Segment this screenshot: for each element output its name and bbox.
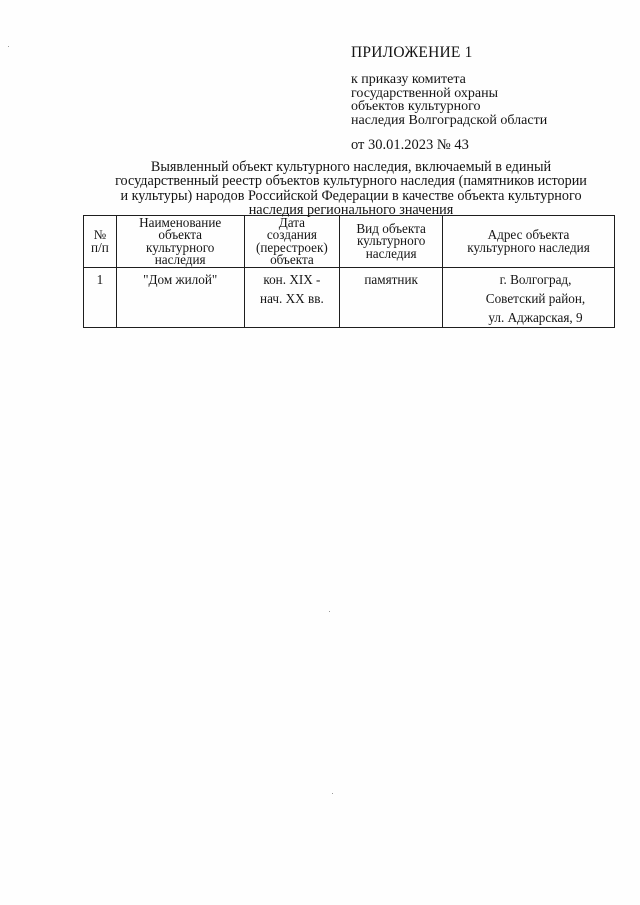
cell-address xyxy=(443,268,615,328)
header-text: Вид объекта xyxy=(356,220,426,236)
column-header-type xyxy=(340,216,443,268)
table-header-row xyxy=(84,216,615,268)
heading-line: государственный реестр объектов культурного наследия (памятников истории xyxy=(115,173,587,190)
heritage-table xyxy=(83,215,615,328)
header-text: наследия xyxy=(365,245,417,261)
header-text: объекта xyxy=(270,251,314,267)
cell-text: г. Волгоград, xyxy=(499,272,572,287)
column-header-address xyxy=(443,216,615,268)
header-text: Наименование xyxy=(139,214,222,230)
column-header-number xyxy=(84,216,117,268)
heading-line: Выявленный объект культурного наследия, включаемый в единый xyxy=(150,159,552,175)
header-text: объекта xyxy=(158,227,203,243)
column-header-name xyxy=(116,216,244,268)
cell-name: "Дом жилой" xyxy=(116,268,244,328)
order-line: государственной охраны xyxy=(351,85,499,101)
header-text: (перестроек) xyxy=(255,239,328,255)
header-text: создания xyxy=(266,227,317,243)
cell-date xyxy=(244,268,340,328)
header-text: № xyxy=(93,227,107,243)
cell-text: кон. XIX - xyxy=(263,272,321,287)
header-text: культурного наследия xyxy=(467,239,590,255)
cell-type: памятник xyxy=(340,268,443,328)
scan-speck xyxy=(8,46,9,47)
order-date: от 30.01.2023 № 43 xyxy=(351,137,469,153)
column-header-date xyxy=(244,216,340,268)
cell-number: 1 xyxy=(84,268,117,328)
order-line: объектов культурного xyxy=(351,99,481,115)
header-text: наследия xyxy=(154,251,206,267)
header-text: Адрес объекта xyxy=(487,227,570,243)
header-text: п/п xyxy=(91,239,109,255)
cell-text: Советский район, xyxy=(485,291,586,306)
heading-line: и культуры) народов Российской Федерации в качестве объекта культурного xyxy=(120,187,582,204)
cell-text: ул. Аджарская, 9 xyxy=(488,310,583,325)
header-text: Дата xyxy=(278,214,306,230)
document-heading xyxy=(86,160,616,218)
appendix-title: ПРИЛОЖЕНИЕ 1 xyxy=(351,44,473,61)
order-line: наследия Волгоградской области xyxy=(351,112,548,128)
cell-text: нач. XX вв. xyxy=(260,291,324,306)
heading-line: наследия регионального значения xyxy=(248,202,454,219)
table-row xyxy=(84,268,615,328)
scan-speck xyxy=(329,611,330,612)
order-reference xyxy=(351,73,547,127)
header-text: культурного xyxy=(356,233,426,249)
order-line: к приказу комитета xyxy=(351,72,466,87)
header-text: культурного xyxy=(145,239,215,255)
scan-speck xyxy=(332,793,333,794)
